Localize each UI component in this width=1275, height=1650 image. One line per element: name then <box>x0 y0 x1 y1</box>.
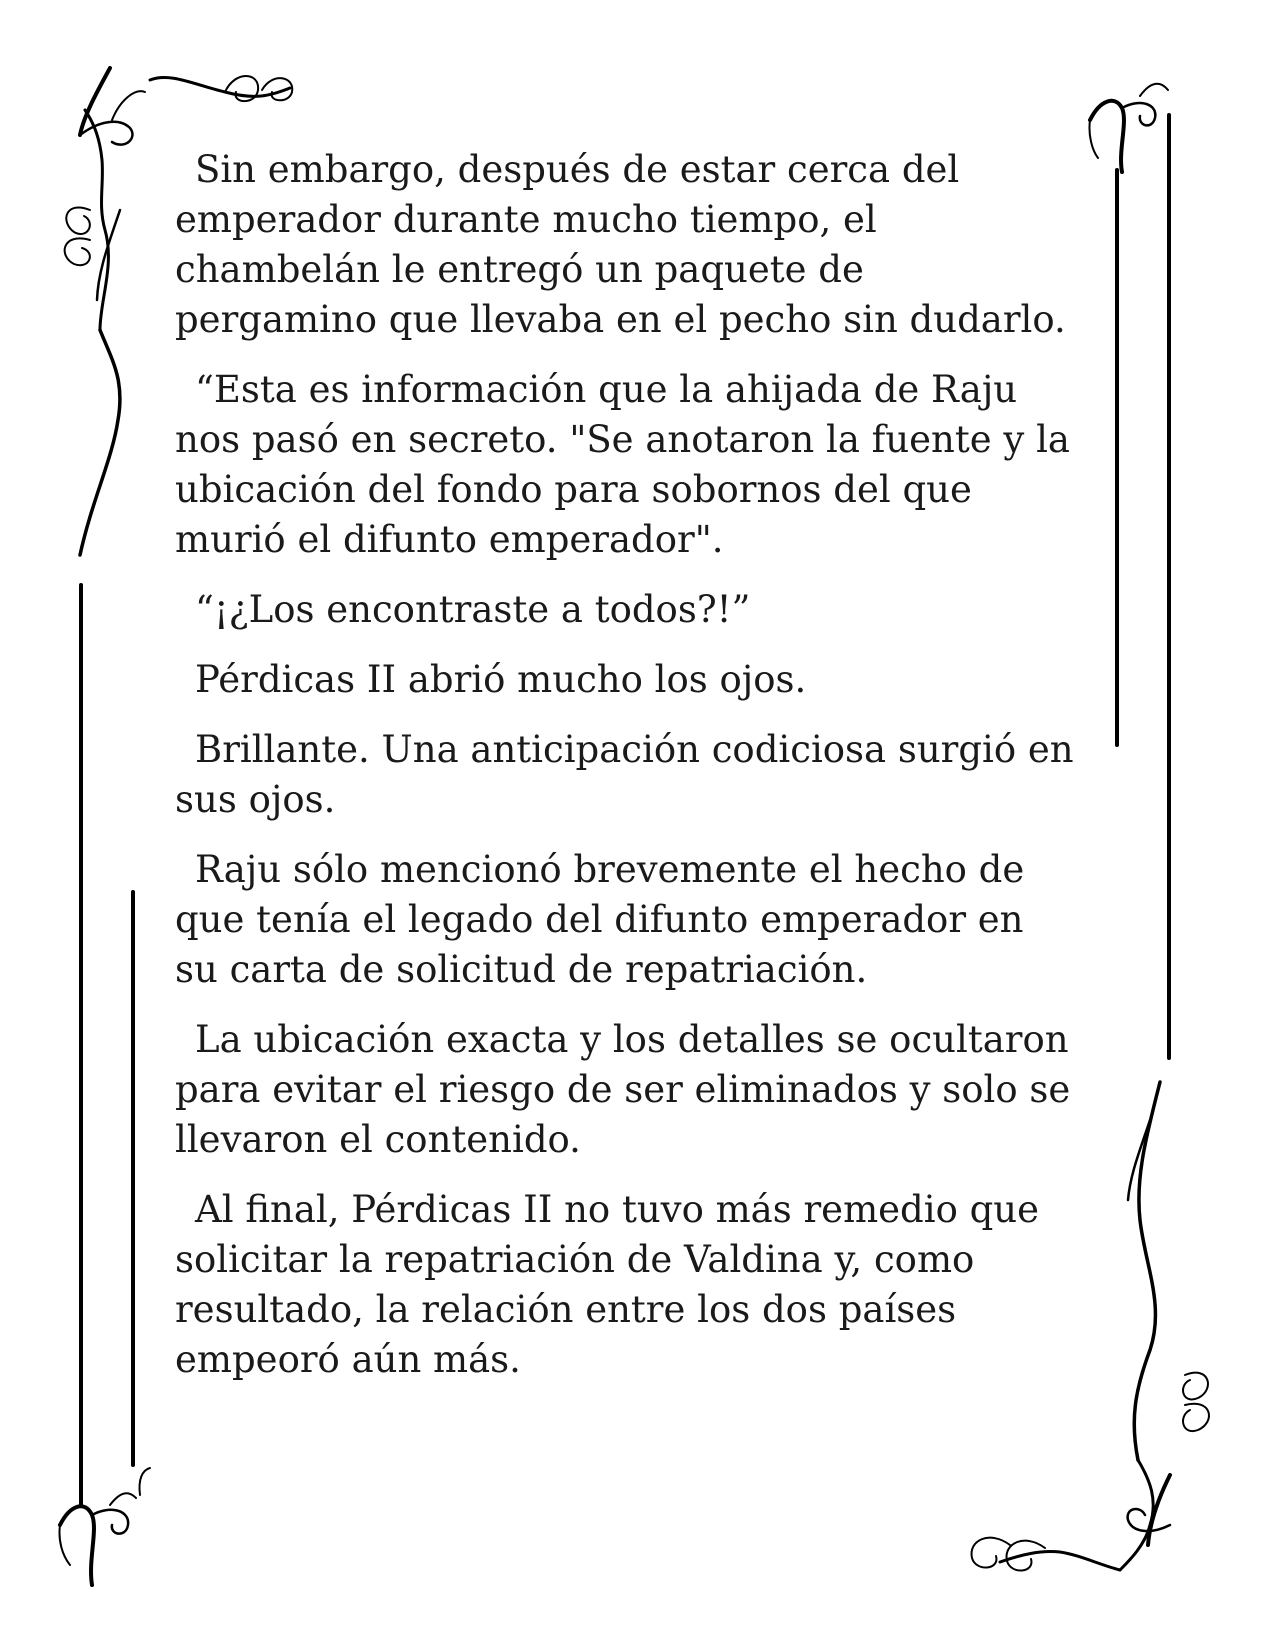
paragraph-7: La ubicación exacta y los detalles se ocultaron para evitar el riesgo de ser eliminados y solo se llevaron el contenido. <box>175 1018 1071 1161</box>
paragraph-8: Al final, Pérdicas II no tuvo más remedio que solicitar la repatriación de Valdina y, como resultado, la relación entre los dos países empeoró aún más. <box>175 1188 1040 1381</box>
top-right-flourish-icon <box>1089 84 1168 172</box>
paragraph-3: “¡¿Los encontraste a todos?!” <box>195 588 751 631</box>
chapter-text <box>175 145 1075 1405</box>
paragraph-5: Brillante. Una anticipación codiciosa surgió en sus ojos. <box>175 728 1074 821</box>
paragraph-4: Pérdicas II abrió mucho los ojos. <box>195 658 807 701</box>
paragraph-6: Raju sólo mencionó brevemente el hecho de que tenía el legado del difunto emperador en su carta de solicitud de repatriación. <box>175 848 1025 991</box>
bottom-left-flourish-icon <box>59 1468 150 1585</box>
paragraph-2: “Esta es información que la ahijada de Raju nos pasó en secreto. "Se anotaron la fuente y la ubicación del fondo para sobornos del que murió el difunto emperador". <box>175 368 1070 561</box>
paragraph-1: Sin embargo, después de estar cerca del emperador durante mucho tiempo, el chambelán le entregó un paquete de pergamino que llevaba en el pecho sin dudarlo. <box>175 148 1066 341</box>
